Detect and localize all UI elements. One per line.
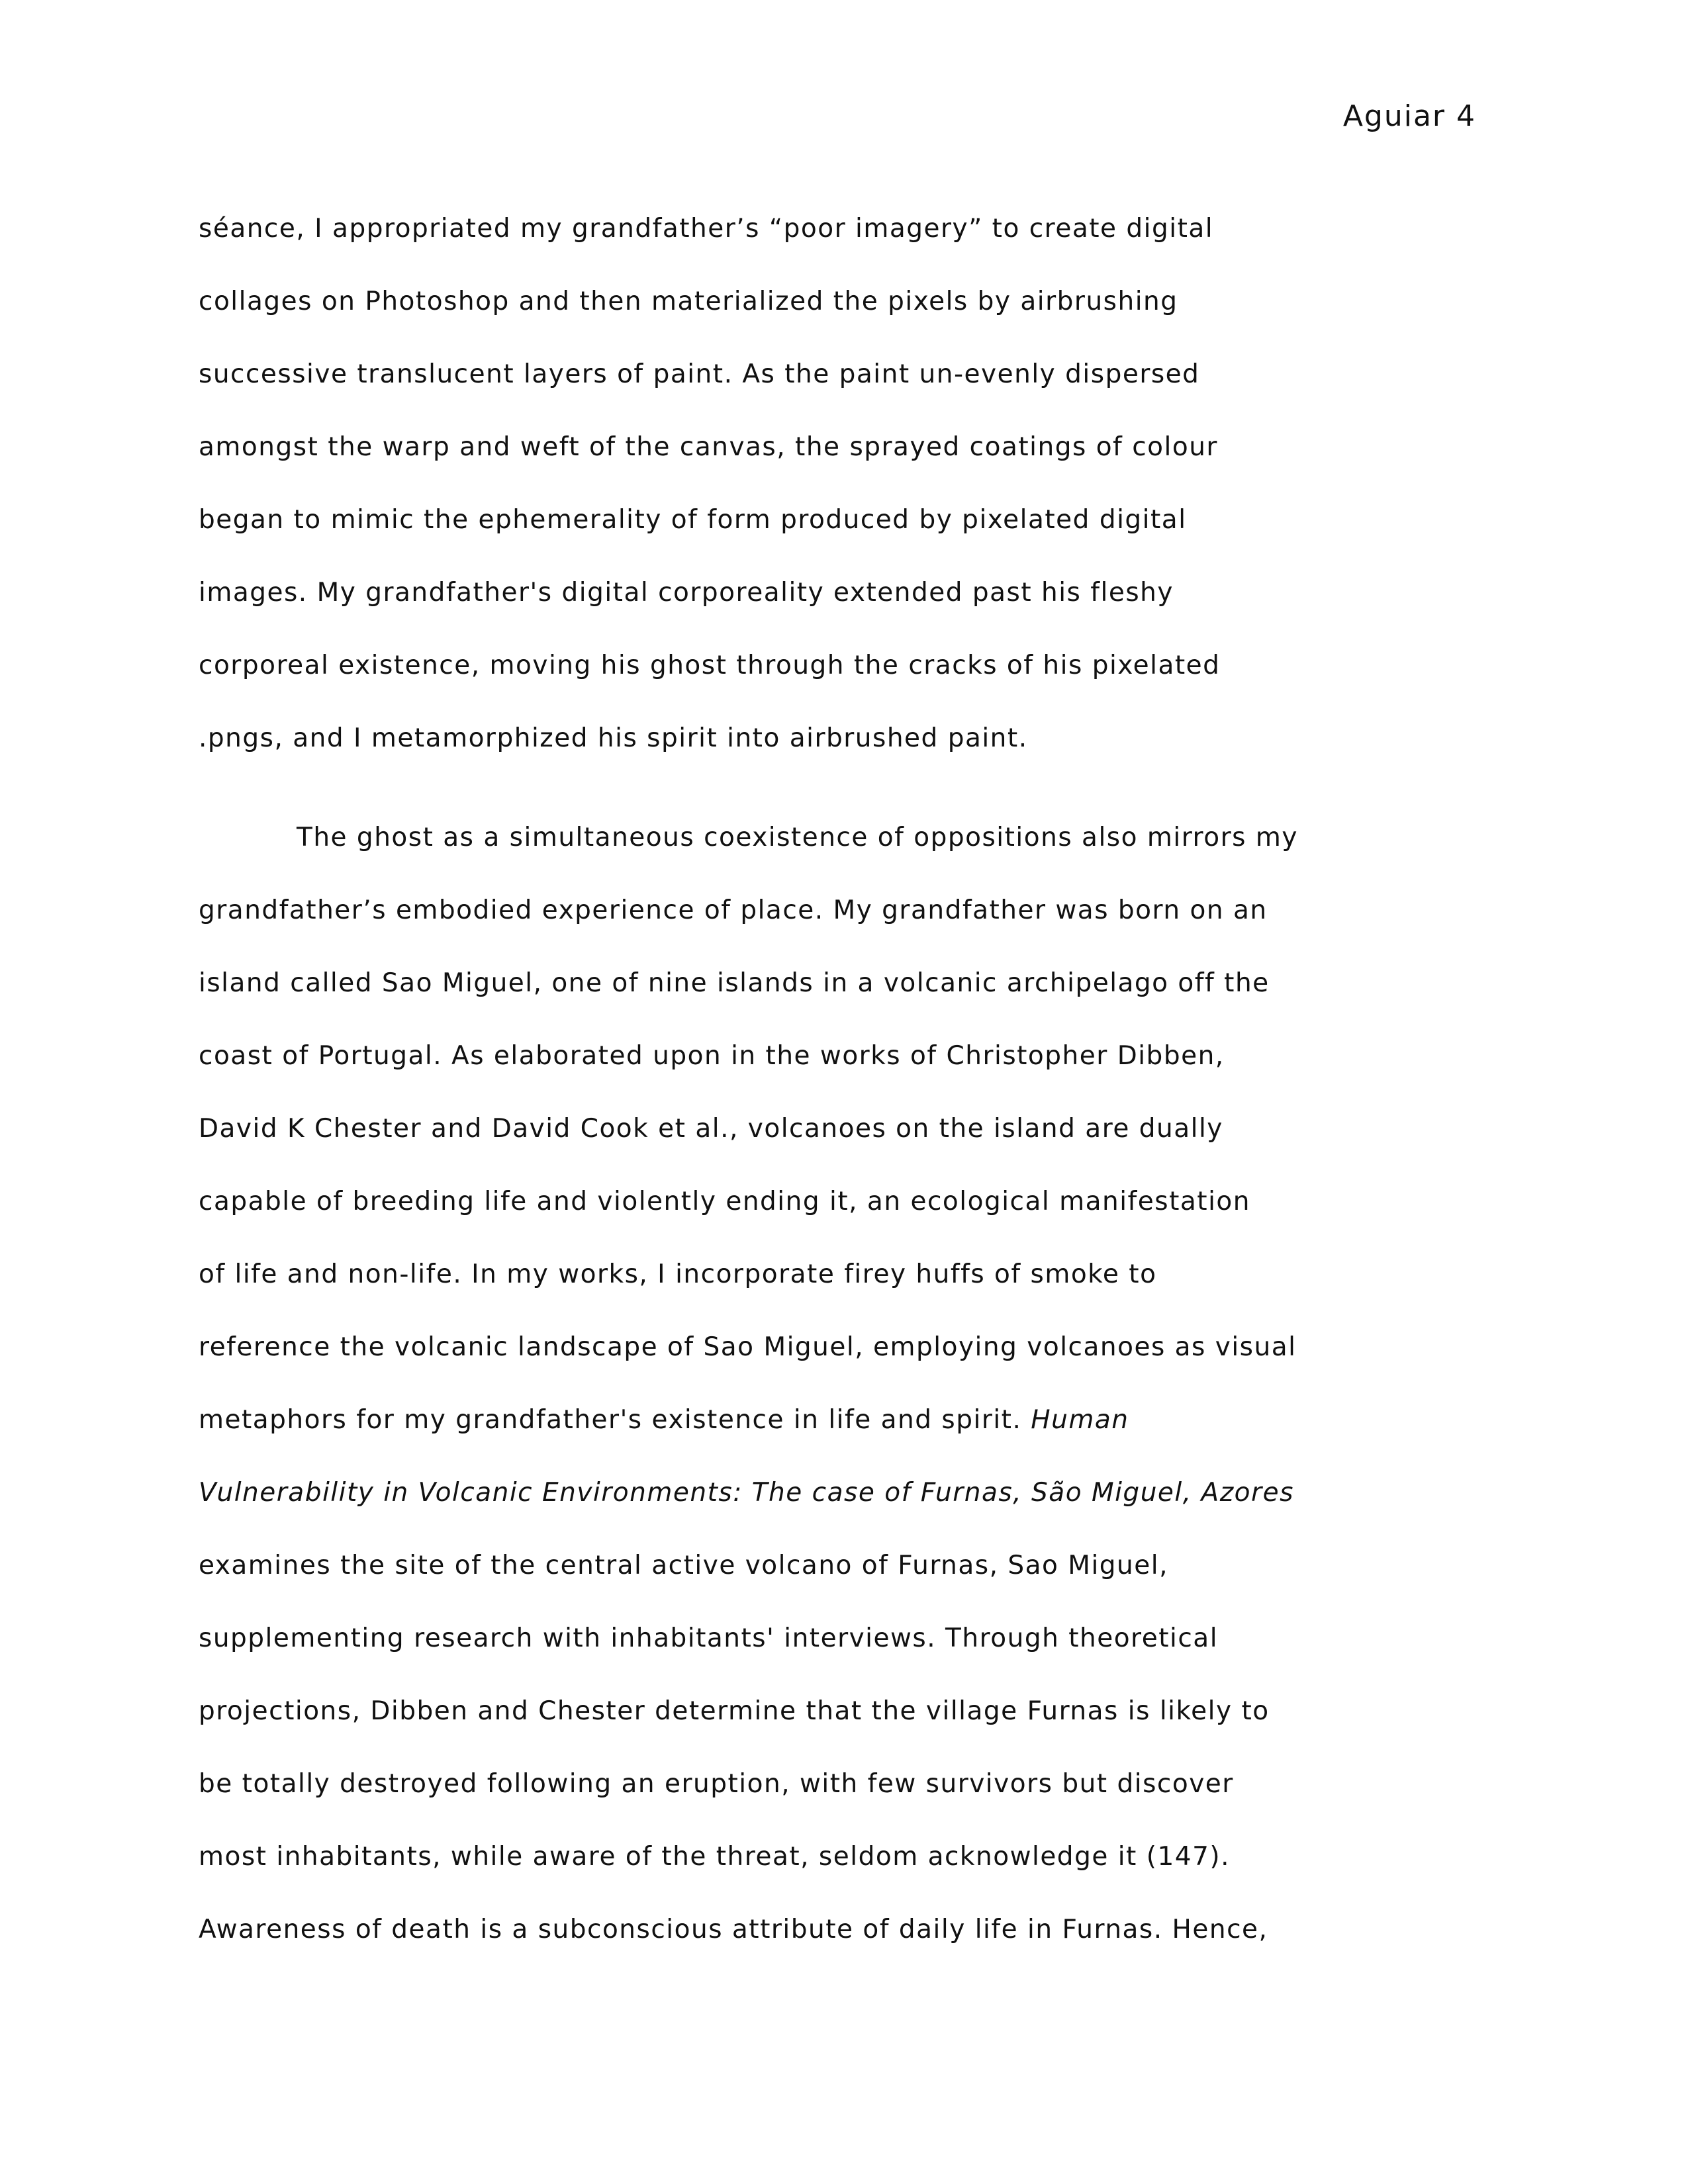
citation-intro-line [199, 1383, 1496, 1456]
text-line: coast of Portugal. As elaborated upon in the works of Christopher Dibben, [199, 1040, 1225, 1071]
running-head: Aguiar 4 [1342, 99, 1476, 133]
text-line: .pngs, and I metamorphized his spirit into airbrushed paint. [199, 723, 1028, 753]
text-line: images. My grandfather's digital corporeality extended past his fleshy [199, 577, 1174, 608]
text-line: Awareness of death is a subconscious attribute of daily life in Furnas. Hence, [199, 1914, 1268, 1944]
text-line-first: The ghost as a simultaneous coexistence of oppositions also mirrors my [297, 822, 1298, 852]
paragraph-2 [199, 801, 1496, 1966]
text-line: supplementing research with inhabitants' interviews. Through theoretical [199, 1623, 1219, 1653]
text-line: collages on Photoshop and then materialized the pixels by airbrushing [199, 286, 1178, 316]
cited-title-start: Human [1031, 1404, 1129, 1435]
paragraph-gap [199, 774, 1496, 801]
text-line: projections, Dibben and Chester determine that the village Furnas is likely to [199, 1696, 1270, 1726]
text-line: David K Chester and David Cook et al., volcanoes on the island are dually [199, 1113, 1223, 1144]
text-line: island called Sao Miguel, one of nine islands in a volcanic archipelago off the [199, 968, 1270, 998]
body-text [199, 192, 1496, 1966]
text-line: be totally destroyed following an eruption, with few survivors but discover [199, 1768, 1234, 1799]
text-line: successive translucent layers of paint. As the paint un-evenly dispersed [199, 359, 1200, 389]
text-line: capable of breeding life and violently ending it, an ecological manifestation [199, 1186, 1250, 1216]
text-line: séance, I appropriated my grandfather’s “poor imagery” to create digital [199, 213, 1214, 244]
text-line: grandfather’s embodied experience of place. My grandfather was born on an [199, 895, 1268, 925]
text-line: of life and non-life. In my works, I incorporate firey huffs of smoke to [199, 1259, 1157, 1289]
text-line: amongst the warp and weft of the canvas, the sprayed coatings of colour [199, 432, 1218, 462]
citation-intro-text: metaphors for my grandfather's existence in life and spirit. [199, 1404, 1022, 1435]
paragraph-1 [199, 192, 1496, 774]
text-line: began to mimic the ephemerality of form produced by pixelated digital [199, 504, 1187, 535]
text-line: examines the site of the central active volcano of Furnas, Sao Miguel, [199, 1550, 1168, 1580]
text-line: corporeal existence, moving his ghost through the cracks of his pixelated [199, 650, 1221, 680]
cited-title-line: Vulnerability in Volcanic Environments: The case of Furnas, São Miguel, Azores [199, 1477, 1294, 1508]
text-line: most inhabitants, while aware of the threat, seldom acknowledge it (147). [199, 1841, 1231, 1872]
text-line: reference the volcanic landscape of Sao Miguel, employing volcanoes as visual [199, 1332, 1297, 1362]
